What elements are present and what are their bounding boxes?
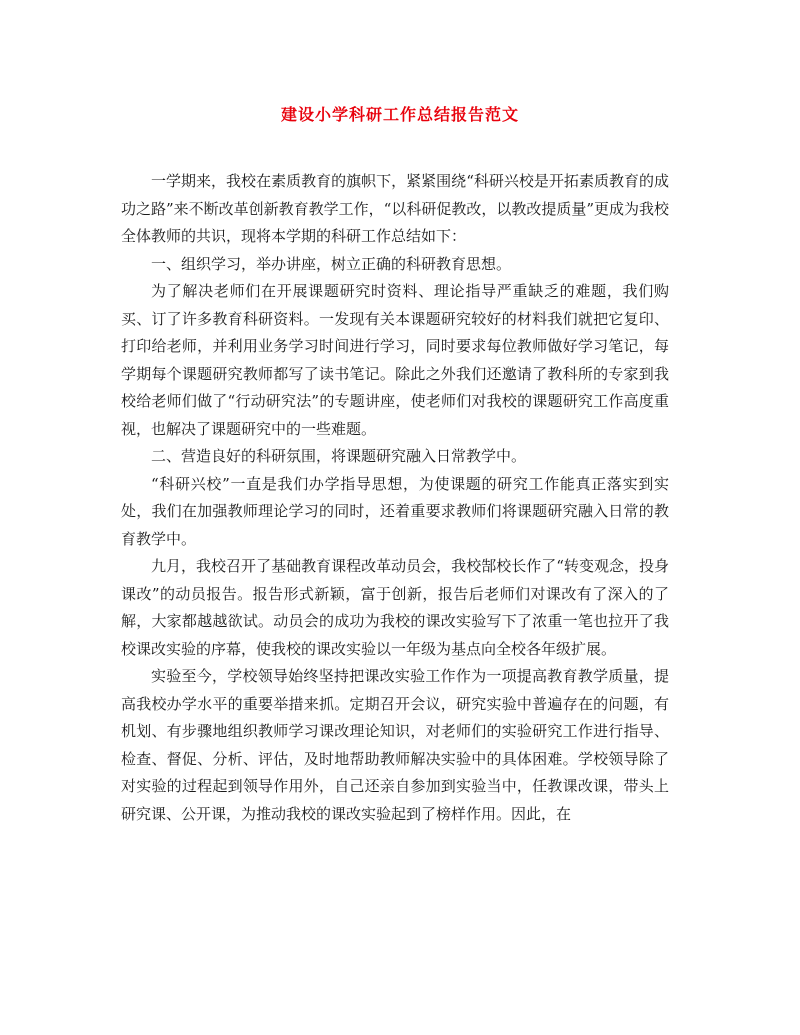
section-heading-2: 二、营造良好的科研氛围，将课题研究融入日常教学中。 (151, 447, 527, 465)
document-title: 建设小学科研工作总结报告范文 (280, 105, 519, 124)
body-paragraph: 实验至今，学校领导始终坚持把课改实验工作作为一项提高教育教学质量，提高我校办学水平的重要举措来抓。定期召开会议，研究实验中普遍存在的问题，有机划、有步骤地组织教师学习课改理论知识，对老师们的实验研究工作进行指导、检查、督促、分析、评估，及时地帮助教师解决实验中的具体困难。学校领导除了对实验的过程起到领导作用外，自己还亲自参加到实验当中，任教课改课，带头上研究课、公开课，为推动我校的课改实验起到了榜样作用。因此，在 (121, 667, 669, 823)
intro-paragraph: 一学期来，我校在素质教育的旗帜下，紧紧围绕“科研兴校是开拓素质教育的成功之路”来不断改革创新教育教学工作，“以科研促教改，以教改提质量”更成为我校全体教师的共识，现将本学期的科研工作总结如下： (121, 172, 670, 245)
document-body (121, 168, 669, 828)
section-heading-1: 一、组织学习，举办讲座，树立正确的科研教育思想。 (151, 254, 512, 273)
body-paragraph: 为了解决老师们在开展课题研究时资料、理论指导严重缺乏的难题，我们购买、订了许多教育科研资料。一发现有关本课题研究较好的材料我们就把它复印、打印给老师，并利用业务学习时间进行学习，同时要求每位教师做好学习笔记，每学期每个课题研究教师都写了读书笔记。除此之外我们还邀请了教科所的专家到我校给老师们做了“行动研究法”的专题讲座，使老师们对我校的课题研究工作高度重视，也解决了课题研究中的一些难题。 (121, 282, 669, 438)
body-paragraph: 九月，我校召开了基础教育课程改革动员会，我校郜校长作了“转变观念，投身课改”的动员报告。报告形式新颖，富于创新，报告后老师们对课改有了深入的了解，大家都越越欲试。动员会的成功为我校的课改实验写下了浓重一笔也拉开了我校课改实验的序幕，使我校的课改实验以一年级为基点向全校各年级扩展。 (121, 557, 669, 658)
body-paragraph: “科研兴校”一直是我们办学指导思想，为使课题的研究工作能真正落实到实处，我们在加强教师理论学习的同时，还着重要求教师们将课题研究融入日常的教育教学中。 (121, 474, 669, 548)
